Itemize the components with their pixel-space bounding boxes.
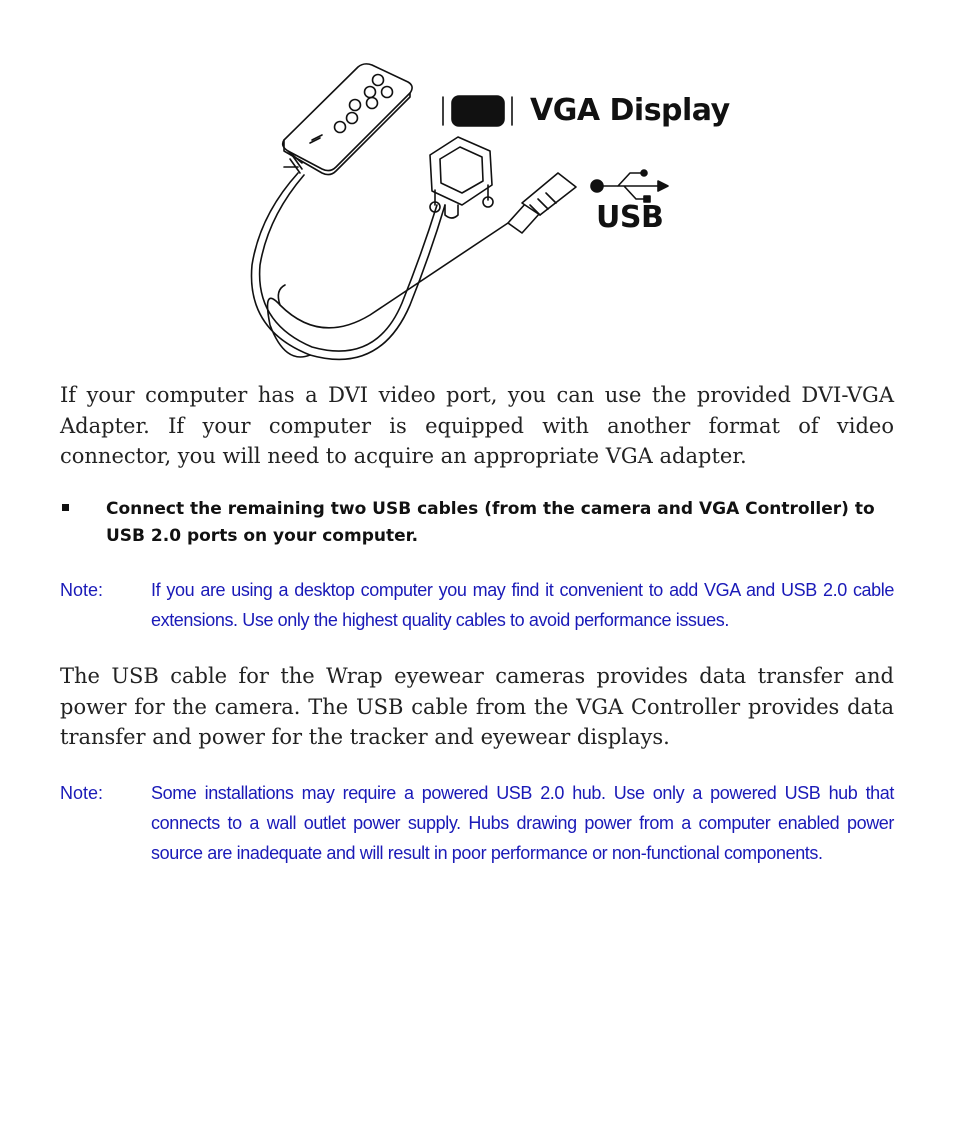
dvi-adapter-paragraph: If your computer has a DVI video port, you can use the provided DVI-VGA Adapter. If your computer is equipped with another format of video connector, you will need to acquire an appropriate VGA adapter.	[60, 383, 894, 468]
note-label: Note:	[60, 580, 104, 600]
note-text: Some installations may require a powered USB 2.0 hub. Use only a powered USB hub that connects to a wall outlet power supply. Hubs drawing power from a computer enabled power source are inadequate and will result in poor performance or non-functional components.	[151, 783, 894, 863]
note-label: Note:	[60, 783, 104, 803]
usb-label: USB	[596, 200, 664, 235]
note-text: If you are using a desktop computer you may find it convenient to add VGA and USB 2.0 cable extensions. Use only the highest quality cables to avoid performance issues.	[151, 580, 894, 630]
usb-cable-paragraph: The USB cable for the Wrap eyewear cameras provides data transfer and power for the camera. The USB cable from the VGA Controller provides data transfer and power for the tracker and eyewear displays.	[60, 664, 894, 749]
bullet-text: Connect the remaining two USB cables (from the camera and VGA Controller) to USB 2.0 ports on your computer.	[106, 499, 875, 546]
vga-controller-illustration	[240, 55, 730, 375]
vga-display-label: VGA Display	[530, 93, 730, 128]
bullet-square-icon	[62, 504, 69, 511]
